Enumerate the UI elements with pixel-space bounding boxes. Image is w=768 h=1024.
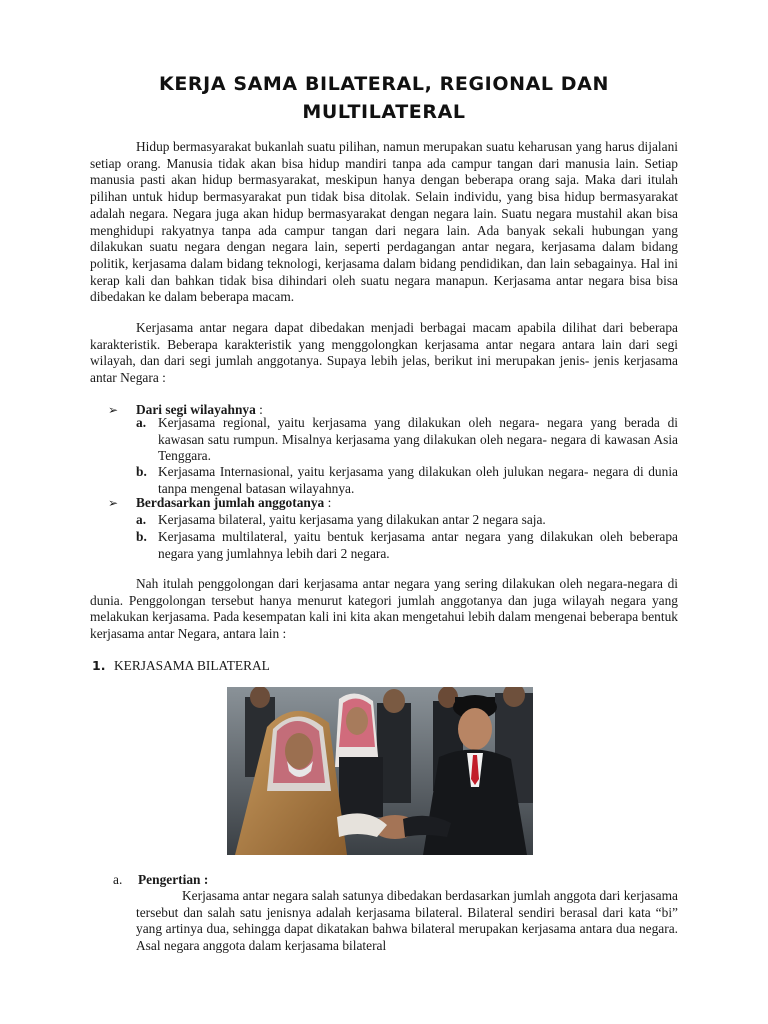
bullet-suffix: : bbox=[255, 402, 263, 417]
list-item-text: Kerjasama bilateral, yaitu kerjasama yang dilakukan antar 2 negara saja. bbox=[158, 512, 546, 527]
list-marker: b. bbox=[136, 464, 147, 479]
subsection-marker: a. bbox=[113, 872, 123, 887]
section-number: 1. bbox=[92, 658, 106, 673]
document-title: KERJA SAMA BILATERAL, REGIONAL DAN MULTILATERAL bbox=[159, 73, 609, 123]
bullet-label: Dari segi wilayahnya bbox=[136, 402, 256, 417]
paragraph-summary: Nah itulah penggolongan dari kerjasama antar negara yang sering dilakukan oleh negara-negara di dunia. Penggolongan tersebut hanya menurut kategori jumlah anggotanya dan juga wilayah negara yang melakukan kerjasama. Pada kesempatan kali ini kita akan mengetahui lebih dalam mengenai beberapa bentuk kerjasama antar Negara, antara lain : bbox=[90, 576, 678, 642]
bullet-members bbox=[108, 495, 331, 512]
list-marker: a. bbox=[136, 512, 147, 527]
arrow-bullet-icon: ➢ bbox=[108, 403, 119, 417]
subsection-label: Pengertian : bbox=[138, 872, 209, 887]
list-item bbox=[136, 529, 678, 562]
paragraph-intro: Hidup bermasyarakat bukanlah suatu pilihan, namun merupakan suatu keharusan yang harus dijalani setiap orang. Manusia tidak akan bisa hidup mandiri tanpa ada campur tangan dari manusia lain. Setiap manusia pasti akan hidup bermasyarakat, meskipun hanya dengan beberapa orang saja. Maka dari itulah pilihan untuk hidup bermasyarakat pun tidak bisa ditolak. Selain individu, yang bisa hidup bermasyarakat adalah negara. Negara juga akan hidup bermasyarakat dengan negara lain. Suatu negara mustahil akan bisa menghidupi rakyatnya tanpa ada campur tangan dari negara lain. Ada banyak sekali hubungan yang dilakukan suatu negara dengan negara lain, seperti perdagangan antar negara, kerjasama dalam bidang politik, kerjasama dalam bidang teknologi, kerjasama dalam bidang pendidikan, dan lain sebagainya. Hal ini kerap kali dan bahkan tidak bisa dihindari oleh suatu negara manapun. Kerjasama antar negara bisa bisa dibedakan ke dalam beberapa macam. bbox=[90, 139, 678, 305]
section-heading-bilateral bbox=[92, 657, 270, 674]
bullet-label: Berdasarkan jumlah anggotanya bbox=[136, 495, 325, 510]
arrow-bullet-icon: ➢ bbox=[108, 496, 119, 510]
list-item-text: Kerjasama multilateral, yaitu bentuk kerjasama antar negara yang dilakukan oleh beberapa negara yang jumlahnya lebih dari 2 negara. bbox=[158, 529, 678, 561]
list-item bbox=[136, 512, 678, 529]
paragraph-definition: Kerjasama antar negara salah satunya dibedakan berdasarkan jumlah anggota dari kerjasama tersebut dan salah satu jenisnya adalah kerjasama bilateral. Bilateral sendiri berasal dari kata “bi” yang artinya dua, sehingga dapat dikatakan bahwa bilateral merupakan kerjasama antara dua negara. Asal negara anggota dalam kerjasama bilateral bbox=[136, 888, 678, 954]
list-item bbox=[136, 415, 678, 465]
list-marker: b. bbox=[136, 529, 147, 544]
bullet-suffix: : bbox=[324, 495, 332, 510]
subsection-definition bbox=[113, 872, 208, 889]
paragraph-characteristics: Kerjasama antar negara dapat dibedakan menjadi berbagai macam apabila dilihat dari beberapa karakteristik. Beberapa karakteristik yang menggolongkan kerjasama antar negara antara lain dari segi wilayah, dan dari segi jumlah anggotanya. Supaya lebih jelas, berikut ini merupakan jenis- jenis kerjasama antar Negara : bbox=[90, 320, 678, 386]
list-item-text: Kerjasama Internasional, yaitu kerjasama yang dilakukan oleh julukan negara- negara di dunia tanpa mengenal batasan wilayahnya. bbox=[158, 464, 678, 496]
list-item-text: Kerjasama regional, yaitu kerjasama yang dilakukan oleh negara- negara yang berada di kawasan satu rumpun. Misalnya kerjasama yang dilakukan oleh negara- negara di kawasan Asia Tenggara. bbox=[158, 415, 678, 464]
list-item bbox=[136, 464, 678, 497]
list-marker: a. bbox=[136, 415, 147, 430]
handshake-photo-icon bbox=[227, 687, 533, 855]
section-title: KERJASAMA BILATERAL bbox=[114, 658, 270, 673]
